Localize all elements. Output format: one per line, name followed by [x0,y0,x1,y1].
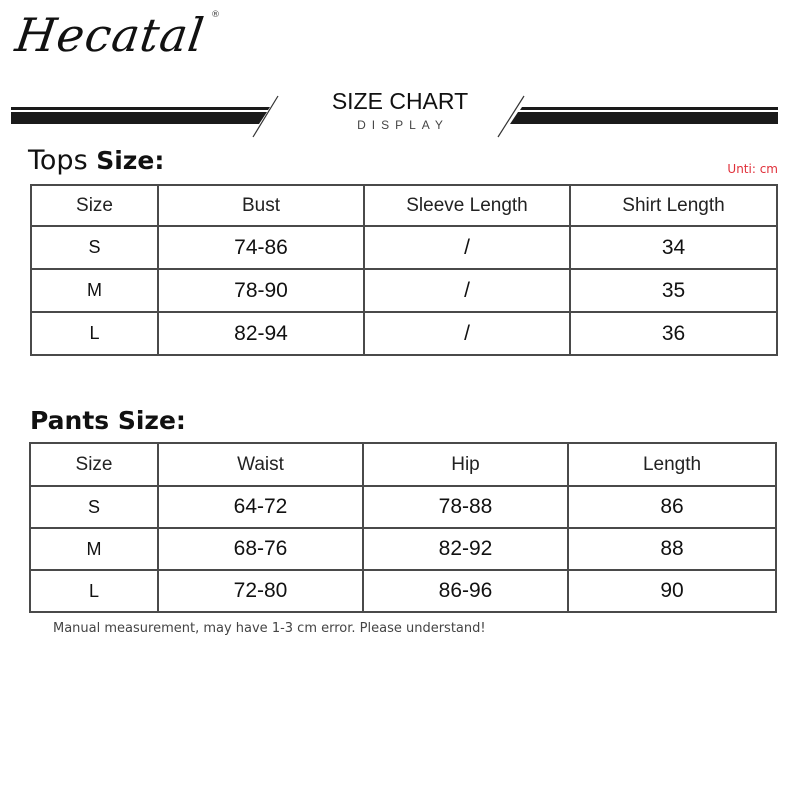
sleeve-length-cell: / [364,312,570,355]
pants-size-table [29,442,777,613]
shirt-length-cell: 35 [570,269,777,312]
length-cell: 88 [568,528,776,570]
size-cell: S [31,226,158,269]
measurement-note: Manual measurement, may have 1-3 cm error. Please understand! [53,621,486,636]
sleeve-length-cell: / [364,269,570,312]
tops-title-word: Tops [28,145,88,176]
table-row [30,570,776,612]
waist-cell: 64-72 [158,486,363,528]
bust-cell: 78-90 [158,269,364,312]
column-header-length: Length [568,443,776,486]
column-header-shirt-length: Shirt Length [570,185,777,226]
hip-cell: 82-92 [363,528,568,570]
tops-section-title [28,145,164,176]
column-header-sleeve-length: Sleeve Length [364,185,570,226]
size-cell: S [30,486,158,528]
table-row [31,226,777,269]
waist-cell: 72-80 [158,570,363,612]
length-cell: 90 [568,570,776,612]
length-cell: 86 [568,486,776,528]
hip-cell: 78-88 [363,486,568,528]
column-header-waist: Waist [158,443,363,486]
bust-cell: 74-86 [158,226,364,269]
column-header-bust: Bust [158,185,364,226]
banner-subtitle: DISPLAY [357,118,449,132]
table-row [30,486,776,528]
shirt-length-cell: 34 [570,226,777,269]
tops-size-table [30,184,778,356]
hip-cell: 86-96 [363,570,568,612]
table-row [31,312,777,355]
waist-cell: 68-76 [158,528,363,570]
column-header-hip: Hip [363,443,568,486]
sleeve-length-cell: / [364,226,570,269]
table-row [31,269,777,312]
size-cell: M [30,528,158,570]
brand-logo: Hecatal [12,8,208,62]
table-header-row [30,443,776,486]
bust-cell: 82-94 [158,312,364,355]
size-cell: L [30,570,158,612]
tops-title-size: Size: [96,146,165,175]
table-header-row [31,185,777,226]
column-header-size: Size [31,185,158,226]
pants-section-title: Pants Size: [30,406,186,435]
banner-title: SIZE CHART [331,88,469,114]
column-header-size: Size [30,443,158,486]
registered-mark: ® [211,10,220,20]
unit-label: Unti: cm [727,162,778,176]
shirt-length-cell: 36 [570,312,777,355]
size-cell: L [31,312,158,355]
size-cell: M [31,269,158,312]
table-row [30,528,776,570]
